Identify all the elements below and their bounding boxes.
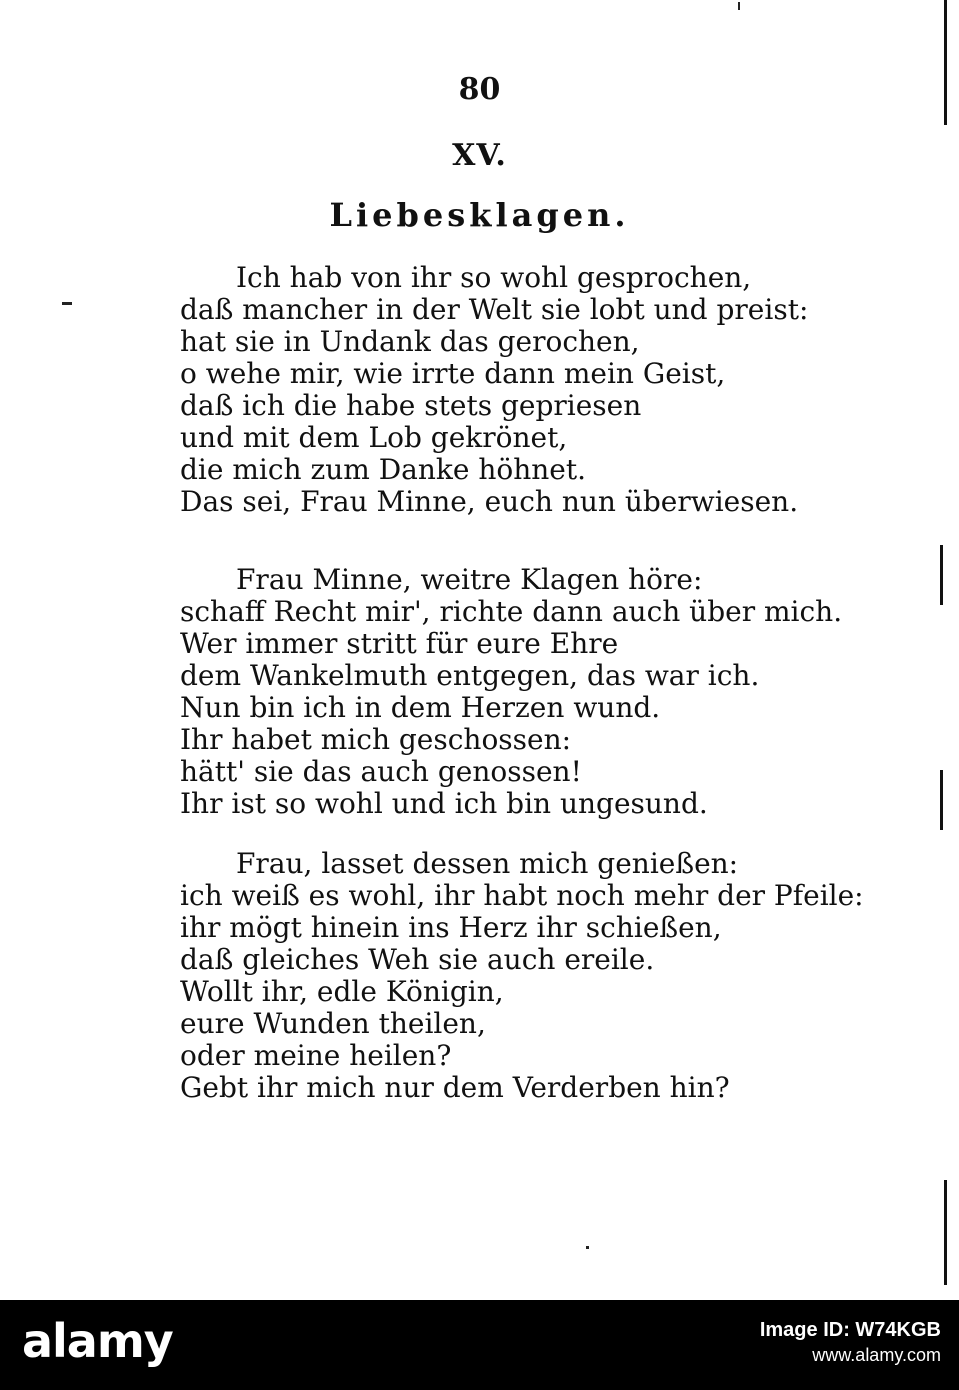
alamy-logo: alamy bbox=[22, 1314, 173, 1368]
poem-line: schaff Recht mir', richte dann auch über mich. bbox=[180, 595, 843, 628]
poem-line: dem Wankelmuth entgegen, das war ich. bbox=[180, 659, 760, 692]
poem-line: ich weiß es wohl, ihr habt noch mehr der Pfeile: bbox=[180, 879, 864, 912]
watermark-footer bbox=[0, 1300, 959, 1390]
poem-line: Nun bin ich in dem Herzen wund. bbox=[180, 691, 661, 724]
poem-title: Liebesklagen. bbox=[329, 196, 630, 234]
poem-line: Frau, lasset dessen mich genießen: bbox=[236, 847, 739, 880]
scan-edge-line bbox=[940, 770, 943, 830]
image-id: Image ID: W74KGB bbox=[759, 1319, 941, 1341]
poem-line: Ihr habet mich geschossen: bbox=[180, 723, 572, 756]
poem-line: hätt' sie das auch genossen! bbox=[180, 755, 582, 788]
section-number: XV. bbox=[452, 138, 507, 173]
scan-speck bbox=[62, 302, 72, 305]
scan-speck bbox=[586, 1246, 589, 1249]
stanza-1 bbox=[180, 262, 860, 518]
poem-line: Das sei, Frau Minne, euch nun überwiesen. bbox=[180, 485, 799, 518]
poem-line: oder meine heilen? bbox=[180, 1039, 452, 1072]
scan-edge-line bbox=[940, 545, 943, 605]
poem-line: hat sie in Undank das gerochen, bbox=[180, 325, 640, 358]
page-number: 80 bbox=[458, 72, 501, 107]
poem-line: die mich zum Danke höhnet. bbox=[180, 453, 586, 486]
poem-line: und mit dem Lob gekrönet, bbox=[180, 421, 568, 454]
scan-edge-line bbox=[944, 1180, 947, 1285]
poem-line: Wer immer stritt für eure Ehre bbox=[180, 627, 619, 660]
scan-speck bbox=[738, 2, 740, 10]
poem-line: daß gleiches Weh sie auch ereile. bbox=[180, 943, 655, 976]
scan-edge-line bbox=[944, 0, 947, 125]
poem-line: ihr mögt hinein ins Herz ihr schießen, bbox=[180, 911, 722, 944]
poem-line: Wollt ihr, edle Königin, bbox=[180, 975, 504, 1008]
stanza-3 bbox=[180, 847, 864, 1104]
poem-line: Gebt ihr mich nur dem Verderben hin? bbox=[180, 1071, 730, 1104]
poem-line: daß mancher in der Welt sie lobt und preist: bbox=[180, 293, 809, 326]
site-url: www.alamy.com bbox=[812, 1345, 941, 1365]
poem-line: Frau Minne, weitre Klagen höre: bbox=[236, 563, 703, 596]
poem-line: o wehe mir, wie irrte dann mein Geist, bbox=[180, 357, 726, 390]
poem-line: daß ich die habe stets gepriesen bbox=[180, 389, 642, 422]
poem-line: Ich hab von ihr so wohl gesprochen, bbox=[236, 261, 752, 294]
stanza-2 bbox=[180, 564, 860, 820]
footer-info bbox=[760, 1318, 941, 1368]
poem-line: eure Wunden theilen, bbox=[180, 1007, 486, 1040]
poem-line: Ihr ist so wohl und ich bin ungesund. bbox=[180, 787, 708, 820]
